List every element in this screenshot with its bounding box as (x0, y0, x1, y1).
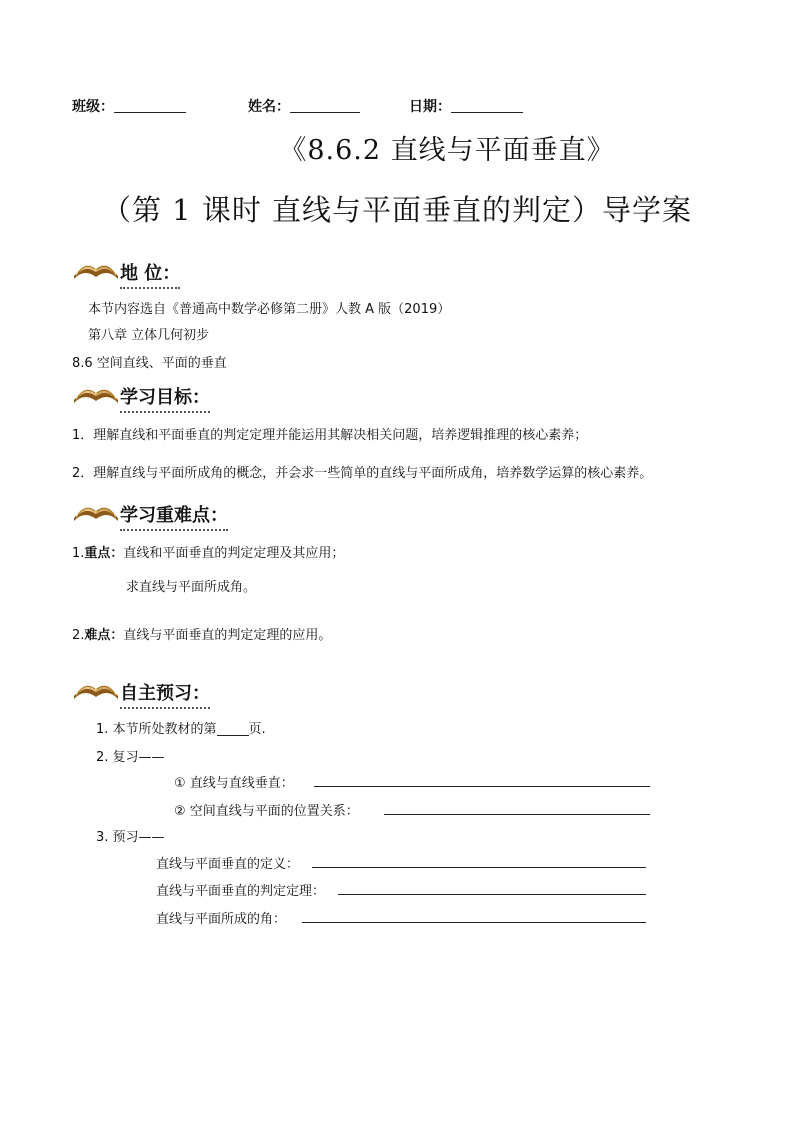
preview-def-3-blank[interactable] (302, 908, 646, 923)
preview-def-2-blank[interactable] (338, 880, 646, 895)
goals-heading: 学习目标： (120, 383, 210, 413)
class-label: 班级： (72, 99, 114, 115)
section-heading-goals (72, 380, 292, 410)
document-title (0, 128, 794, 167)
name-label: 姓名： (248, 99, 290, 115)
document-subtitle: （第 1 课时 直线与平面垂直的判定）导学案 (101, 193, 693, 227)
diff-prefix: 2. (72, 628, 85, 643)
position-line-3: 8.6 空间直线、平面的垂直 (72, 356, 227, 371)
open-book-icon (72, 498, 120, 524)
key-text: 直线和平面垂直的判定定理及其应用； (123, 546, 345, 561)
preview-item-1-suffix: 页. (248, 722, 266, 737)
review-item-2: ② 空间直线与平面的位置关系： (174, 804, 359, 819)
key-prefix: 1. (72, 546, 85, 561)
key-point-row (72, 542, 344, 561)
open-book-icon (72, 676, 120, 702)
open-book-icon (72, 256, 120, 282)
name-field (248, 96, 360, 116)
review-item-2-blank[interactable] (384, 800, 650, 815)
position-heading: 地 位： (120, 259, 180, 289)
diff-text: 直线与平面垂直的判定定理的应用。 (123, 628, 332, 643)
preview-heading: 自主预习： (120, 679, 210, 709)
preview-def-1-blank[interactable] (312, 853, 646, 868)
class-blank (114, 98, 186, 113)
position-line-1: 本节内容选自《普通高中数学必修第二册》人教 A 版（2019） (88, 302, 451, 317)
title-line1: 《8.6.2 直线与平面垂直》 (279, 135, 615, 166)
date-blank (451, 98, 523, 113)
section-heading-keypoints (72, 498, 312, 528)
date-field (409, 96, 523, 116)
preview-def-3: 直线与平面所成的角： (156, 912, 287, 927)
page-number-blank[interactable] (217, 735, 249, 736)
date-label: 日期： (409, 99, 451, 115)
section-heading-position (72, 256, 272, 286)
goal-item-2: 2．理解直线与平面所成角的概念，并会求一些简单的直线与平面所成角，培养数学运算的核心素养。 (72, 466, 653, 481)
review-item-1-blank[interactable] (314, 772, 650, 787)
goal-item-1: 1．理解直线和平面垂直的判定定理并能运用其解决相关问题，培养逻辑推理的核心素养； (72, 428, 588, 443)
preview-item-1-text: 1. 本节所处教材的第 (96, 722, 217, 737)
preview-item-1 (96, 718, 266, 737)
section-heading-preview (72, 676, 292, 706)
preview-def-2: 直线与平面垂直的判定定理： (156, 884, 326, 899)
class-field (72, 96, 186, 116)
name-blank (290, 98, 360, 113)
preview-item-2: 2. 复习—— (96, 750, 165, 765)
preview-def-1: 直线与平面垂直的定义： (156, 857, 300, 872)
position-line-2: 第八章 立体几何初步 (88, 328, 210, 343)
diff-label: 难点： (84, 628, 124, 643)
keypoints-heading: 学习重难点： (120, 501, 228, 531)
key-point-row-2: 求直线与平面所成角。 (126, 580, 257, 595)
key-label: 重点： (84, 546, 124, 561)
difficulty-row (72, 624, 331, 643)
preview-item-3: 3. 预习—— (96, 830, 165, 845)
review-item-1: ① 直线与直线垂直： (174, 776, 294, 791)
open-book-icon (72, 380, 120, 406)
